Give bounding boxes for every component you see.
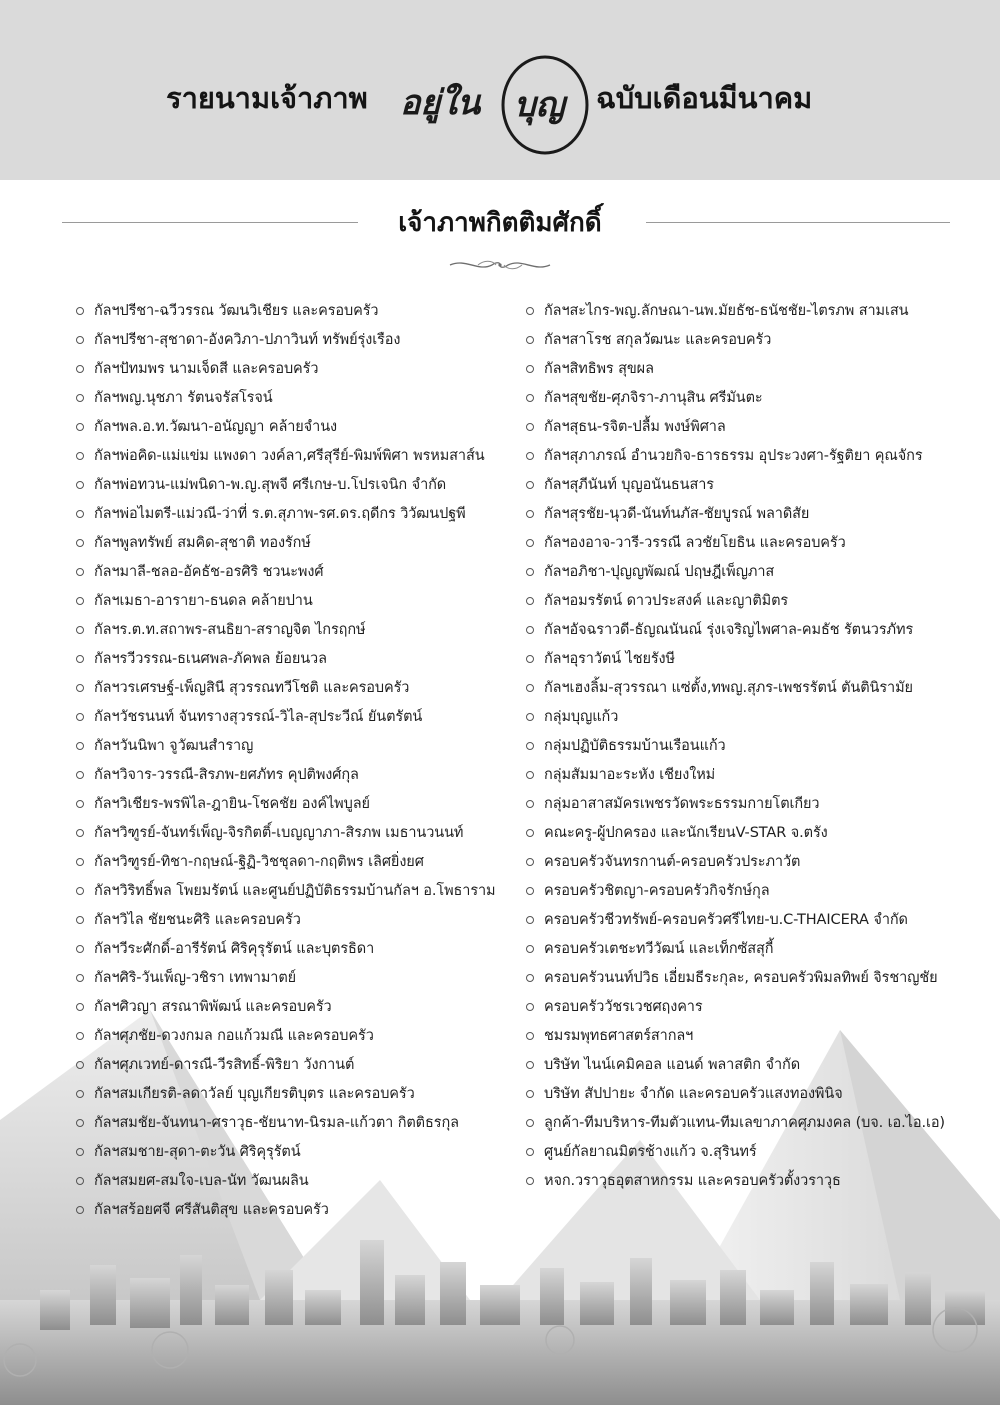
list-item — [522, 326, 972, 355]
circle-bullet-icon — [526, 742, 534, 750]
sponsor-name: กัลฯสุขชัย-ศุภจิรา-ภานุสิน ศรีมันตะ — [544, 390, 763, 406]
list-item — [72, 645, 522, 674]
sponsor-name: คณะครู-ผู้ปกครอง และนักเรียนV-STAR จ.ตรัง — [544, 825, 828, 841]
sponsor-name: บริษัท สัปปายะ จำกัด และครอบครัวแสงทองพินิจ — [544, 1086, 843, 1102]
circle-bullet-icon — [526, 1148, 534, 1156]
list-item — [522, 558, 972, 587]
list-item — [72, 355, 522, 384]
circle-bullet-icon — [526, 1090, 534, 1098]
scroll-flourish-icon — [448, 256, 552, 274]
circle-bullet-icon — [76, 307, 84, 315]
list-item — [522, 355, 972, 384]
list-item — [72, 384, 522, 413]
list-item — [72, 471, 522, 500]
sponsor-name: กัลฯวิริทธิ์พล โพยมรัตน์ และศูนย์ปฏิบัติธรรมบ้านกัลฯ อ.โพธาราม — [94, 883, 496, 899]
list-item — [72, 326, 522, 355]
list-item — [522, 297, 972, 326]
sponsor-name: กัลฯเฮงลิ้ม-สุวรรณา แซ่ตั้ง,ทพญ.สุภร-เพชรรัตน์ ตันตินิรามัย — [544, 680, 913, 696]
sponsor-name: กัลฯศุภชัย-ดวงกมล กอแก้วมณี และครอบครัว — [94, 1028, 374, 1044]
sponsor-name: กัลฯรวีวรรณ-ธเนศพล-ภัคพล ย้อยนวล — [94, 651, 327, 667]
sponsor-name: กัลฯเมธา-อารายา-ธนดล คล้ายปาน — [94, 593, 313, 609]
sponsor-name: กลุ่มสัมมาอะระหัง เชียงใหม่ — [544, 767, 716, 783]
list-item — [72, 1167, 522, 1196]
circle-bullet-icon — [76, 336, 84, 344]
list-item — [72, 935, 522, 964]
sponsor-name: ครอบครัวนนท์ปวิธ เอี่ยมธีระกุละ, ครอบครัวพิมลทิพย์ จิรชาญชัย — [544, 970, 938, 986]
circle-bullet-icon — [76, 655, 84, 663]
circle-bullet-icon — [76, 916, 84, 924]
sponsor-name: กัลฯวิฑูรย์-ทิชา-กฤษณ์-ฐิฏิ-วิชชุลดา-กฤติพร เลิศยิ่งยศ — [94, 854, 424, 870]
circle-bullet-icon — [76, 684, 84, 692]
list-item — [522, 1022, 972, 1051]
sponsor-name: ชมรมพุทธศาสตร์สากลฯ — [544, 1028, 694, 1044]
sponsor-name: กัลฯมาลี-ชลอ-อัคธัช-อรศิริ ชวนะพงศ์ — [94, 564, 324, 580]
list-item — [522, 616, 972, 645]
list-item — [522, 935, 972, 964]
sponsor-name: กัลฯปรีชา-ฉวีวรรณ วัฒนวิเชียร และครอบครัว — [94, 303, 379, 319]
circle-bullet-icon — [76, 626, 84, 634]
circle-bullet-icon — [76, 452, 84, 460]
circle-bullet-icon — [76, 365, 84, 373]
sponsor-name: กัลฯวิฑูรย์-จันทร์เพ็ญ-จิรกิตติ์-เบญญาภา-สิรภพ เมธานวนนท์ — [94, 825, 464, 841]
list-item — [522, 703, 972, 732]
logo-word-2: บุญ — [514, 85, 565, 125]
list-item — [522, 761, 972, 790]
sponsor-name: ครอบครัววัชรเวชศฤงคาร — [544, 999, 703, 1015]
circle-bullet-icon — [526, 800, 534, 808]
circle-bullet-icon — [76, 887, 84, 895]
list-item — [72, 1051, 522, 1080]
circle-bullet-icon — [76, 481, 84, 489]
list-item — [522, 819, 972, 848]
circle-bullet-icon — [76, 1177, 84, 1185]
sponsor-name: กลุ่มปฏิบัติธรรมบ้านเรือนแก้ว — [544, 738, 726, 754]
circle-bullet-icon — [76, 1206, 84, 1214]
sponsor-name: กัลฯพ่อคิด-แม่แข่ม แพงดา วงค์ลา,ศรีสุรีย์-พิมพ์พิศา พรหมสาส์น — [94, 448, 485, 464]
list-item — [72, 558, 522, 587]
circle-bullet-icon — [526, 655, 534, 663]
sponsor-name: กัลฯสมชัย-จันทนา-ศราวุธ-ชัยนาท-นิรมล-แก้วตา กิตติธรกุล — [94, 1115, 459, 1131]
list-item — [522, 1051, 972, 1080]
list-item — [522, 413, 972, 442]
circle-bullet-icon — [526, 1119, 534, 1127]
sponsor-name: กัลฯปัทมพร นามเจ็ดสี และครอบครัว — [94, 361, 319, 377]
circle-bullet-icon — [526, 1177, 534, 1185]
circle-bullet-icon — [76, 771, 84, 779]
list-item — [72, 790, 522, 819]
sponsor-name: กัลฯวรเศรษฐ์-เพ็ญสินี สุวรรณทวีโชติ และครอบครัว — [94, 680, 410, 696]
circle-bullet-icon — [76, 597, 84, 605]
circle-bullet-icon — [526, 394, 534, 402]
sponsor-name: กัลฯสะไกร-พญ.ลักษณา-นพ.มัยธัช-ธนัชชัย-ไตรภพ สามเสน — [544, 303, 909, 319]
list-item — [522, 645, 972, 674]
sponsor-name: ครอบครัวชีวทรัพย์-ครอบครัวศรีไทย-บ.C-THAICERA จำกัด — [544, 912, 908, 928]
circle-bullet-icon — [76, 1003, 84, 1011]
circle-bullet-icon — [526, 481, 534, 489]
circle-bullet-icon — [526, 626, 534, 634]
list-item — [522, 993, 972, 1022]
sponsor-name: กัลฯสมยศ-สมใจ-เบล-นัท วัฒนผลิน — [94, 1173, 309, 1189]
list-item — [72, 1196, 522, 1225]
sponsor-list-right — [522, 297, 972, 1196]
list-item — [72, 297, 522, 326]
sponsor-name: กัลฯพ่อไมตรี-แม่วณี-ว่าที่ ร.ต.สุภาพ-รศ.ดร.ฤดีกร วิวัฒนปฐพี — [94, 506, 466, 522]
circle-bullet-icon — [526, 713, 534, 721]
list-item — [72, 732, 522, 761]
sponsor-name: ครอบครัวจันทรกานต์-ครอบครัวประภาวัต — [544, 854, 801, 870]
sponsor-name: กัลฯสุรชัย-นุวดี-นันท์นภัส-ชัยบูรณ์ พลาดิสัย — [544, 506, 810, 522]
circle-bullet-icon — [526, 597, 534, 605]
circle-bullet-icon — [76, 568, 84, 576]
sponsor-name: กลุ่มบุญแก้ว — [544, 709, 619, 725]
circle-bullet-icon — [526, 829, 534, 837]
list-item — [522, 384, 972, 413]
list-item — [522, 1167, 972, 1196]
list-item — [72, 674, 522, 703]
circle-bullet-icon — [76, 394, 84, 402]
list-item — [522, 964, 972, 993]
section-title: เจ้าภาพกิตติมศักดิ์ — [398, 208, 602, 238]
sponsor-name: กัลฯศุภเวทย์-ดารณี-วีรสิทธิ์-พิริยา วังกานต์ — [94, 1057, 355, 1073]
circle-bullet-icon — [76, 1061, 84, 1069]
list-item — [72, 1109, 522, 1138]
list-item — [72, 906, 522, 935]
sponsor-name: ครอบครัวชิตญา-ครอบครัวกิจรักษ์กุล — [544, 883, 770, 899]
list-item — [72, 993, 522, 1022]
sponsor-name: ครอบครัวเตชะทวีวัฒน์ และเท็กซัสสุกี้ — [544, 941, 774, 957]
logo-word-1: อยู่ใน — [400, 83, 481, 123]
sponsor-name: หจก.วราวุธอุตสาหกรรม และครอบครัวตั้งวราวุธ — [544, 1173, 841, 1189]
list-item — [72, 587, 522, 616]
list-item — [72, 529, 522, 558]
list-item — [522, 529, 972, 558]
sponsor-name: กัลฯศิวญา สรณาพิพัฒน์ และครอบครัว — [94, 999, 332, 1015]
sponsor-name: กัลฯสุภาภรณ์ อำนวยกิจ-ธารธรรม อุประวงศา-รัฐติยา คุณจักร — [544, 448, 923, 464]
list-item — [522, 442, 972, 471]
list-item — [72, 703, 522, 732]
sponsor-name: ลูกค้า-ทีมบริหาร-ทีมตัวแทน-ทีมเลขาภาคศุภมงคล (บจ. เอ.ไอ.เอ) — [544, 1115, 945, 1131]
circle-bullet-icon — [76, 945, 84, 953]
list-item — [522, 674, 972, 703]
circle-bullet-icon — [526, 916, 534, 924]
circle-bullet-icon — [76, 742, 84, 750]
circle-bullet-icon — [526, 307, 534, 315]
list-item — [522, 732, 972, 761]
sponsor-name: กัลฯสมเกียรติ-ลดาวัลย์ บุญเกียรติบุตร และครอบครัว — [94, 1086, 415, 1102]
sponsor-name: กัลฯสุธน-รจิต-ปลื้ม พงษ์พิศาล — [544, 419, 726, 435]
sponsor-name: กัลฯอัจฉราวดี-ธัญณนันณ์ รุ่งเจริญไพศาล-คมธัช รัตนวรภัทร — [544, 622, 914, 638]
circle-bullet-icon — [76, 1032, 84, 1040]
list-item — [522, 1109, 972, 1138]
list-item — [72, 1080, 522, 1109]
circle-bullet-icon — [76, 858, 84, 866]
list-item — [522, 848, 972, 877]
sponsor-name: กลุ่มอาสาสมัครเพชรวัดพระธรรมกายโตเกียว — [544, 796, 820, 812]
sponsor-name: กัลฯสาโรช สกุลวัฒนะ และครอบครัว — [544, 332, 772, 348]
circle-bullet-icon — [526, 336, 534, 344]
circle-bullet-icon — [526, 974, 534, 982]
sponsor-name: กัลฯร.ต.ท.สถาพร-สนธิยา-สราญจิต ไกรฤกษ์ — [94, 622, 366, 638]
sponsor-name: กัลฯวีระศักดิ์-อารีรัตน์ ศิริคุรุรัตน์ และบุตรธิดา — [94, 941, 375, 957]
list-item — [72, 964, 522, 993]
circle-bullet-icon — [76, 1119, 84, 1127]
header-title-right: ฉบับเดือนมีนาคม — [596, 81, 813, 115]
list-item — [522, 906, 972, 935]
circle-bullet-icon — [76, 713, 84, 721]
circle-bullet-icon — [76, 829, 84, 837]
circle-bullet-icon — [526, 539, 534, 547]
sponsor-list-left — [72, 297, 522, 1225]
circle-bullet-icon — [76, 800, 84, 808]
sponsor-name: กัลฯวิเชียร-พรพิไล-ฎายิน-โชคชัย องค์ไพบูลย์ — [94, 796, 370, 812]
sponsor-name: กัลฯสุภีนันท์ บุญอนันธนสาร — [544, 477, 714, 493]
list-item — [72, 761, 522, 790]
list-item — [72, 442, 522, 471]
circle-bullet-icon — [76, 1090, 84, 1098]
list-item — [522, 587, 972, 616]
circle-bullet-icon — [526, 945, 534, 953]
sponsor-name: กัลฯพูลทรัพย์ สมคิด-สุชาติ ทองรักษ์ — [94, 535, 311, 551]
circle-bullet-icon — [526, 423, 534, 431]
list-item — [72, 819, 522, 848]
circle-bullet-icon — [526, 858, 534, 866]
circle-bullet-icon — [76, 1148, 84, 1156]
sponsor-name: กัลฯวิไล ชัยชนะศิริ และครอบครัว — [94, 912, 301, 928]
circle-bullet-icon — [526, 365, 534, 373]
circle-bullet-icon — [526, 452, 534, 460]
sponsor-name: กัลฯสร้อยศจี ศรีสันติสุข และครอบครัว — [94, 1202, 329, 1218]
sponsor-name: กัลฯวิจาร-วรรณี-สิรภพ-ยศภัทร คุปติพงศ์กุล — [94, 767, 359, 783]
sponsor-name: กัลฯศิริ-วันเพ็ญ-วชิรา เทพามาตย์ — [94, 970, 297, 986]
header-title-left: รายนามเจ้าภาพ — [166, 81, 368, 115]
list-item — [72, 616, 522, 645]
sponsor-name: กัลฯองอาจ-วารี-วรรณี ลวชัยโยธิน และครอบครัว — [544, 535, 846, 551]
circle-bullet-icon — [76, 539, 84, 547]
sponsor-name: กัลฯพ่อทวน-แม่พนิดา-พ.ญ.สุพจี ศรีเกษ-บ.โปรเจนิก จำกัด — [94, 477, 447, 493]
ayunaibun-logo — [390, 52, 596, 158]
sponsor-name: ศูนย์กัลยาณมิตรช้างแก้ว จ.สุรินทร์ — [544, 1144, 757, 1160]
sponsor-name: กัลฯอุราวัตน์ ไชยรังษี — [544, 651, 675, 667]
list-item — [522, 500, 972, 529]
circle-bullet-icon — [76, 423, 84, 431]
sponsor-name: กัลฯพญ.นุชภา รัตนจรัสโรจน์ — [94, 390, 273, 406]
circle-bullet-icon — [526, 1003, 534, 1011]
list-item — [72, 413, 522, 442]
list-item — [522, 1080, 972, 1109]
sponsor-name: กัลฯวันนิพา จูวัฒนสำราญ — [94, 738, 254, 754]
sponsor-name: กัลฯพล.อ.ท.วัฒนา-อนัญญา คล้ายจำนง — [94, 419, 338, 435]
circle-bullet-icon — [526, 510, 534, 518]
sponsor-name: บริษัท ไนน์เคมิคอล แอนด์ พลาสติก จำกัด — [544, 1057, 801, 1073]
list-item — [72, 1138, 522, 1167]
list-item — [522, 790, 972, 819]
list-item — [522, 471, 972, 500]
list-item — [522, 877, 972, 906]
circle-bullet-icon — [526, 771, 534, 779]
sponsor-name: กัลฯสมชาย-สุดา-ตะวัน ศิริคุรุรัตน์ — [94, 1144, 301, 1160]
list-item — [522, 1138, 972, 1167]
sponsor-name: กัลฯอมรรัตน์ ดาวประสงค์ และญาติมิตร — [544, 593, 789, 609]
sponsor-name: กัลฯสิทธิพร สุขผล — [544, 361, 654, 377]
list-item — [72, 1022, 522, 1051]
sponsor-name: กัลฯอภิชา-ปุญญพัฒณ์ ปฤษฎีเพ็ญภาส — [544, 564, 775, 580]
sponsor-name: กัลฯวัชรนนท์ จันทรางสุวรรณ์-วิไล-สุประวีณ์ ยันตรัตน์ — [94, 709, 423, 725]
circle-bullet-icon — [526, 568, 534, 576]
circle-bullet-icon — [76, 974, 84, 982]
list-item — [72, 877, 522, 906]
sponsor-name: กัลฯปรีชา-สุชาดา-อังควิภา-ปภาวินท์ ทรัพย์รุ่งเรือง — [94, 332, 401, 348]
list-item — [72, 848, 522, 877]
list-item — [72, 500, 522, 529]
circle-bullet-icon — [526, 1032, 534, 1040]
circle-bullet-icon — [526, 887, 534, 895]
circle-bullet-icon — [526, 684, 534, 692]
circle-bullet-icon — [526, 1061, 534, 1069]
circle-bullet-icon — [76, 510, 84, 518]
